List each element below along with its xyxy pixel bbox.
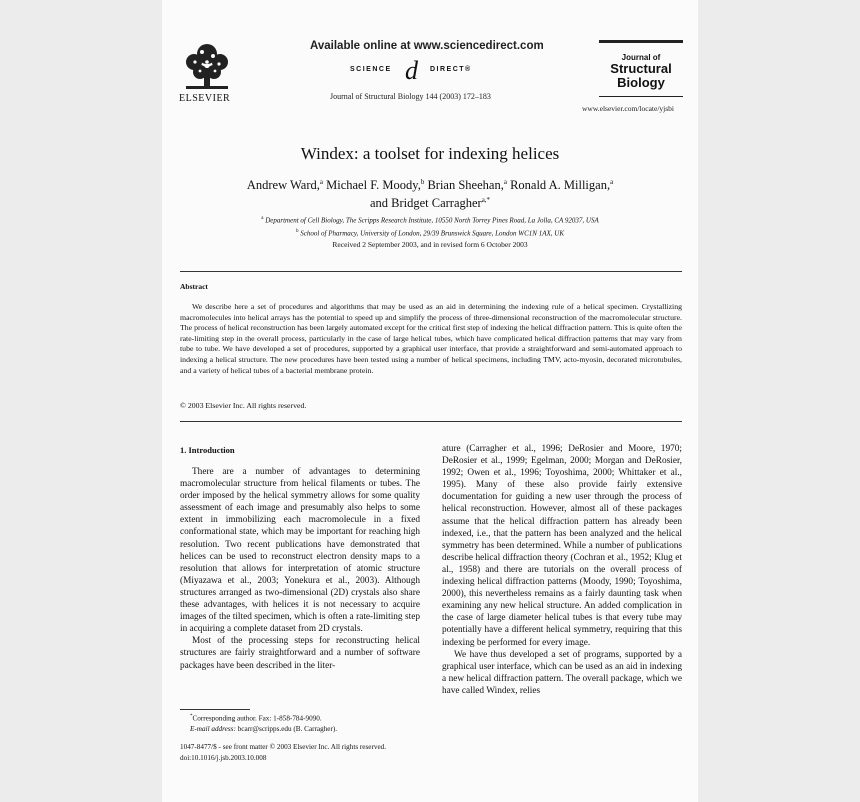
sd-direct-text: DIRECT® — [430, 66, 472, 73]
section-heading-introduction: 1. Introduction — [180, 445, 235, 455]
affiliation-a: $^a$ Department of Cell Biology, The Scripps Research Institute, 10550 North Torrey Pines Road, La Jolla, CA 92037, USA — [261, 216, 599, 225]
author-name: Michael F. Moody, — [322, 178, 421, 193]
author-name: and Bridget Carragher — [369, 196, 482, 211]
issn-line: 1047-8477/$ - see front matter © 2003 Elsevier Inc. All rights reserved. — [180, 743, 387, 751]
affiliations — [162, 213, 698, 240]
abstract-copyright: © 2003 Elsevier Inc. All rights reserved. — [180, 401, 307, 410]
footnote-mark: * — [190, 714, 193, 719]
elsevier-wordmark: ELSEVIER — [179, 93, 231, 104]
journal-url[interactable]: www.elsevier.com/locate/yjsbi — [582, 104, 674, 113]
corresponding-author: Corresponding author. Fax: 1-858-784-9090. — [192, 714, 322, 723]
right-column — [442, 443, 682, 697]
author-affil-mark: a — [503, 178, 507, 186]
sd-at-icon: d — [405, 56, 418, 85]
email-address[interactable]: bcarr@scripps.edu (B. Carragher). — [235, 724, 338, 733]
footnote — [190, 712, 337, 734]
email-label: E-mail address: — [190, 724, 236, 733]
left-column — [180, 466, 420, 672]
author-affil-mark: a — [610, 178, 614, 186]
received-dates: Received 2 September 2003, and in revised form 6 October 2003 — [332, 240, 528, 249]
author-name: Brian Sheehan, — [424, 178, 504, 193]
paper-title: Windex: a toolset for indexing helices — [300, 144, 560, 163]
journal-reference: Journal of Structural Biology 144 (2003) 172–183 — [330, 92, 491, 101]
sciencedirect-logo — [350, 57, 490, 83]
abstract-heading: Abstract — [180, 282, 208, 291]
paragraph: Most of the processing steps for reconstructing helical structures are fairly straightforward and a number of software packages have been described in the liter- — [180, 636, 420, 671]
author-name: Ronald A. Milligan, — [506, 178, 611, 193]
paragraph: We have thus developed a set of programs, supported by a graphical user interface, which can be used as an aid in indexing a new helical diffraction pattern. The overall package, which we have called Windex, relies — [442, 649, 682, 696]
author-affil-mark: b — [420, 178, 425, 186]
author-name: Andrew Ward, — [246, 178, 320, 193]
author-affil-mark: a — [319, 178, 323, 186]
doi-line[interactable]: doi:10.1016/j.jsb.2003.10.008 — [180, 753, 267, 762]
journal-box-title-1: Structural — [610, 61, 672, 76]
abstract-bottom-rule — [180, 421, 682, 422]
abstract-top-rule — [180, 271, 682, 272]
affiliation-b: $^b$ School of Pharmacy, University of London, 29/39 Brunswick Square, London WC1N 1AX, UK — [295, 229, 565, 238]
abstract-body: We describe here a set of procedures and algorithms that may be used as an aid in determining the indexing rule of a helical specimen. Crystallizing macromolecules into helical arrays has the potential to speed up and simplify the process of three-dimensional reconstruction of the macromolecular structure. The process of helical reconstruction has been largely automated except for the critical first step of indexing the helical diffraction pattern. This is quite often the rate-limiting step in the overall process, particularly in the case of large helical tubes, which have complicated helical diffraction patterns that may vary from tube to tube. We have developed a set of procedures, supported by a graphical user interface, that provide a straightforward and semi-automated approach to indexing a helical structure. The new procedures have been tested using a number of helical specimens, including TMV, acto-myosin, decorated microtubules, and a variety of helical tubes of a bacterial membrane protein. — [180, 302, 682, 375]
article-page — [162, 0, 698, 802]
footnote-rule — [180, 709, 250, 710]
paragraph: There are a number of advantages to determining macromolecular structure from helical filaments or tubes. The order imposed by the helical symmetry allows for some quality assessment of each image and presumably also helps to some extent in immobilizing each macromolecule in a fixed conformational state, which may be important for reaching high resolution. Two recent publications have demonstrated that helices can be used to reconstruct electron density maps to a resolution that allows for interpretation of atomic structure (Miyazawa et al., 2003; Yonekura et al., 2003). Although structures arranged as two-dimensional (2D) crystals also share these advantages, with helices it is not necessary to acquire images of the tilted specimen, which is often a rate-limiting step in acquiring a complete dataset from 2D crystals. — [180, 467, 420, 635]
sd-science-text: SCIENCE — [350, 66, 392, 73]
journal-box-of: Journal of — [621, 53, 661, 62]
front-matter-info — [180, 742, 386, 763]
author-list — [162, 175, 698, 211]
journal-logo-box — [599, 40, 683, 97]
paragraph: ature (Carragher et al., 1996; DeRosier and Moore, 1970; DeRosier et al., 1999; Egelman, 2000; Morgan and DeRosier, 1992; Owen et al., 1996; Toyoshima, 2000; Whittaker et al., 1995). Many of these also provide fairly extensive documentation for guiding a new user through the process of helical reconstruction. However, almost all of these packages assume that the helical diffraction pattern has already been indexed, i.e., that the pattern has been analyzed and the helical symmetry has been determined. While a number of publications describe helical diffraction theory (Cochran et al., 1952; Klug et al., 1958) and there are tutorials on the overall process of indexing helical diffraction patterns (Moody, 1990; Toyoshima, 2000), this nevertheless remains as a fairly daunting task when examining any new helical structure. An added complication in the case of large diameter helical tubes is that every tube may potentially have a different helical symmetry, requiring that this indexing be performed for every image. — [442, 444, 682, 648]
available-online-text: Available online at www.sciencedirect.com — [310, 40, 544, 52]
journal-box-title-2: Biology — [617, 75, 665, 90]
author-affil-mark: a,* — [481, 196, 491, 205]
